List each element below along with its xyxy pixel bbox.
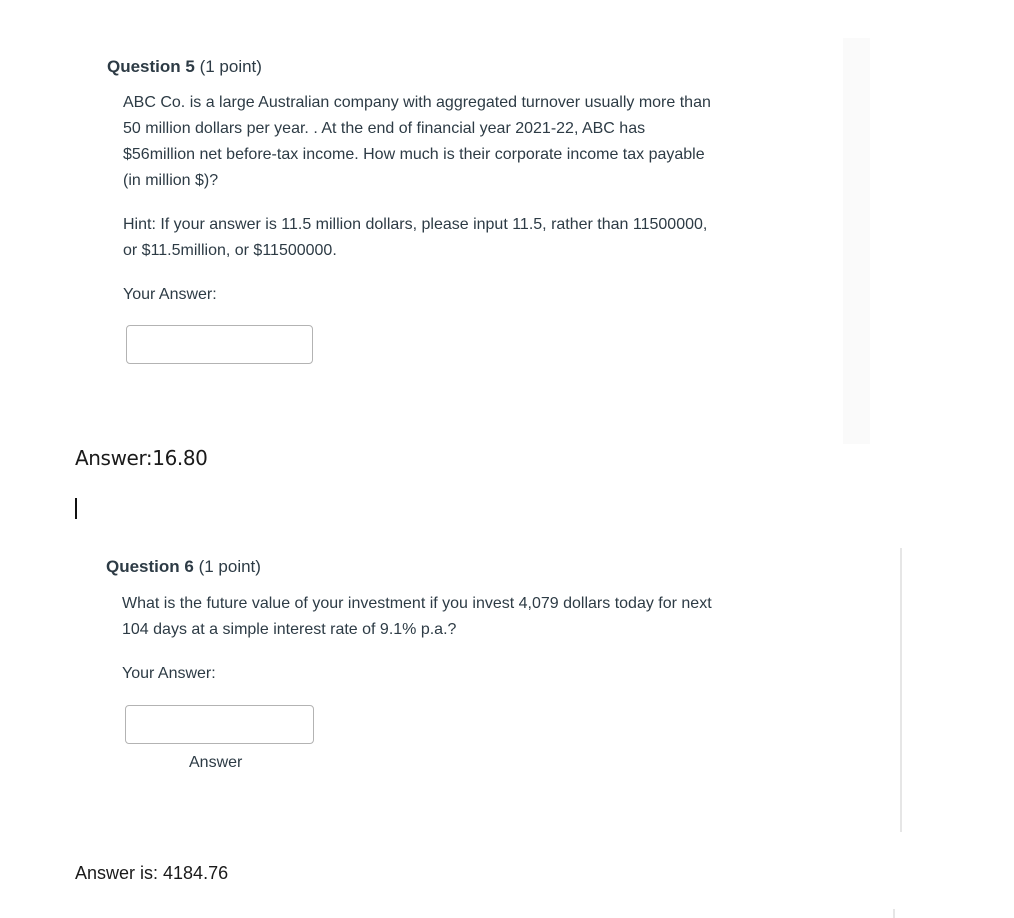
- question-5-points: (1 point): [194, 57, 262, 76]
- question-5-your-answer-label: Your Answer:: [123, 286, 217, 303]
- side-divider-fragment: [893, 909, 895, 918]
- question-5-line: 50 million dollars per year. . At the end of financial year 2021-22, ABC has: [123, 120, 646, 137]
- question-5-heading: [107, 57, 262, 77]
- question-6-text: [122, 591, 842, 643]
- question-5-hint-line: or $11.5million, or $11500000.: [123, 242, 337, 259]
- question-6-heading: [106, 557, 261, 577]
- question-5-title: Question 5: [107, 57, 195, 76]
- final-answer-text: Answer is: 4184.76: [75, 863, 229, 883]
- question-5-line: ABC Co. is a large Australian company with aggregated turnover usually more than: [123, 94, 711, 111]
- question-6-line: What is the future value of your investment if you invest 4,079 dollars today for next: [122, 595, 712, 612]
- note-answer-text: Answer:16.80: [75, 446, 208, 470]
- question-6-answer-input[interactable]: [125, 705, 314, 744]
- side-divider: [900, 548, 902, 832]
- question-6-answer-label: Answer: [189, 754, 243, 771]
- question-5-hint: [123, 212, 823, 264]
- question-5-answer-input[interactable]: [126, 325, 313, 364]
- question-5-text: [123, 90, 823, 194]
- question-6-line: 104 days at a simple interest rate of 9.1% p.a.?: [122, 621, 457, 638]
- question-5-line: $56million net before-tax income. How much is their corporate income tax payable: [123, 146, 705, 163]
- side-panel: [843, 38, 870, 444]
- question-6-points: (1 point): [193, 557, 261, 576]
- question-5-hint-line: Hint: If your answer is 11.5 million dollars, please input 11.5, rather than 11500000,: [123, 216, 708, 233]
- text-cursor: [75, 498, 77, 519]
- question-6-title: Question 6: [106, 557, 194, 576]
- question-6-your-answer-label: Your Answer:: [122, 665, 216, 682]
- question-5-line: (in million $)?: [123, 172, 219, 189]
